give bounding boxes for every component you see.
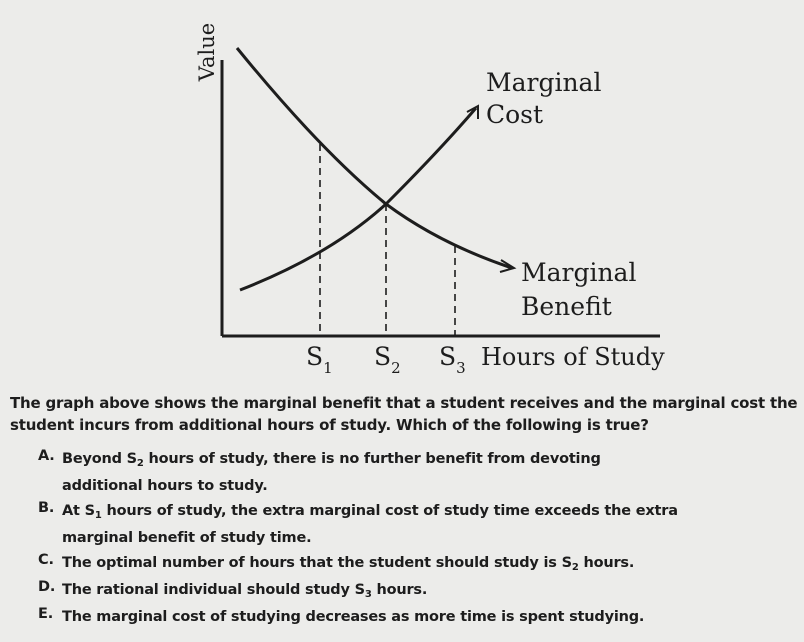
- option-line: [62, 448, 798, 475]
- s2-label: [374, 342, 401, 377]
- s3-label: [439, 342, 466, 377]
- option-a[interactable]: [38, 448, 798, 500]
- answer-options: [38, 448, 798, 633]
- s3-label-sub: 3: [456, 359, 466, 377]
- option-text-pre: At S: [62, 503, 95, 519]
- s1-label: [306, 342, 333, 377]
- option-text-post: hours.: [371, 582, 428, 598]
- s1-label-main: S: [306, 342, 324, 371]
- s2-label-main: S: [374, 342, 392, 371]
- option-line: [62, 552, 798, 579]
- option-letter: B.: [38, 500, 55, 516]
- option-letter: A.: [38, 448, 55, 464]
- option-c[interactable]: [38, 552, 798, 579]
- question-prompt: The graph above shows the marginal benefit that a student receives and the marginal cost the student incurs from additional hours of study. Which of the following is true?: [10, 394, 798, 434]
- option-text-pre: Beyond S: [62, 451, 137, 467]
- option-line-2: additional hours to study.: [62, 478, 268, 494]
- option-line: [62, 500, 798, 527]
- option-subscript: 3: [364, 589, 372, 600]
- s1-label-sub: 1: [323, 359, 333, 377]
- option-text: [62, 448, 798, 498]
- option-letter: D.: [38, 579, 56, 595]
- option-text-post: hours of study, the extra marginal cost of study time exceeds the extra: [101, 503, 678, 519]
- s3-label-main: S: [439, 342, 457, 371]
- marginal-cost-curve: [240, 108, 476, 290]
- marginal-benefit-label-line1: Marginal: [521, 258, 637, 287]
- option-subscript: 1: [94, 510, 102, 521]
- option-text: [62, 606, 798, 629]
- option-line-2: marginal benefit of study time.: [62, 530, 312, 546]
- option-b[interactable]: [38, 500, 798, 552]
- option-subscript: 2: [136, 458, 144, 469]
- marginal-benefit-label-line2: Benefit: [521, 292, 612, 321]
- marginal-cost-label-line2: Cost: [486, 100, 544, 129]
- x-axis-label: Hours of Study: [481, 343, 665, 371]
- option-text: [62, 552, 798, 579]
- option-text: [62, 500, 798, 550]
- option-line: The marginal cost of studying decreases as more time is spent studying.: [62, 609, 645, 625]
- option-letter: E.: [38, 606, 54, 622]
- s2-label-sub: 2: [391, 359, 401, 377]
- marginal-cost-label-line1: Marginal: [486, 68, 602, 97]
- option-line: [62, 579, 798, 606]
- option-text-post: hours.: [578, 555, 635, 571]
- option-d[interactable]: [38, 579, 798, 606]
- option-subscript: 2: [571, 562, 579, 573]
- option-text-pre: The rational individual should study S: [62, 582, 365, 598]
- marginal-benefit-curve: [237, 48, 512, 268]
- option-text: [62, 579, 798, 606]
- option-text-pre: The optimal number of hours that the student should study is S: [62, 555, 572, 571]
- option-text-post: hours of study, there is no further benefit from devoting: [143, 451, 601, 467]
- option-letter: C.: [38, 552, 54, 568]
- option-e[interactable]: [38, 606, 798, 633]
- y-axis-label: Value: [195, 22, 219, 82]
